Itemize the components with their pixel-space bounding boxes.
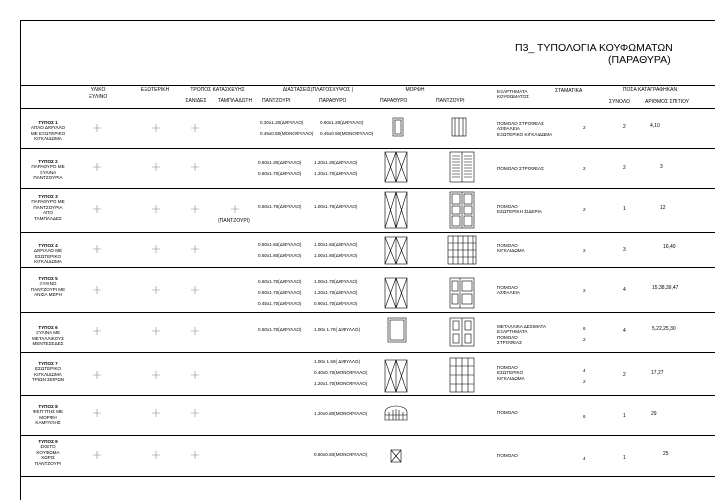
row-divider (20, 312, 715, 313)
header-form-window: ΠΑΡΑΘΥΡΟ (380, 98, 408, 104)
row6-building: 5,22,25,30 (652, 326, 676, 332)
row2-window-dims: 1.20x1.30(ΔΙΦΥΛΛΟ) 1.20x1.70(ΔΙΦΥΛΛΟ) (314, 160, 358, 176)
row8-total: 1 (623, 413, 626, 419)
header-material-sub: ΞΥΛΙΝΟ (88, 94, 108, 100)
row6-interest: 6 2 (583, 326, 586, 342)
row-7-label: ΤΥΠΟΣ 7 ΕΣΩΤΕΡΙΚΟ ΚΙΓΚΛΙΔΩΜΑ ΤΡΙΩΝ ΣΕΙΡΩΝ (31, 361, 65, 383)
row3-building: 12 (660, 205, 666, 211)
row1-interest: 2 (583, 125, 586, 130)
row4-window-sketch (385, 237, 407, 264)
row4-fittings: ΠΟΜΟΛΟ ΚΙΓΚΛΙΔΩΜΑ (497, 243, 525, 254)
row-5-label: ΤΥΠΟΣ 5 ΞΥΛΙΝΟ ΠΑΝΤΖΟΥΡΙ ΜΕ ΑΝΙΣΑ ΜΕΡΗ (30, 276, 66, 298)
row5-window-dims: 1.00x1.70(ΔΙΦΥΛΛΟ) 1.20x1.70(ΔΙΦΥΛΛΟ) 0.90x1.70(ΔΙΦΥΛΛΟ) (314, 279, 358, 306)
row1-building: 4,10 (650, 123, 660, 129)
row4-building: 16,40 (663, 244, 676, 250)
row6-fittings: ΜΕΤΑΛΛΙΚΑ ΔΕΣΙΜΑΤΑ ΕΞΑΡΤΗΜΑΤΑ ΠΟΜΟΛΟ ΣΤΡΟΦΕΑΣ (497, 324, 547, 346)
row6-total: 4 (623, 328, 626, 334)
row-divider (20, 188, 715, 189)
row-divider (20, 476, 715, 477)
row3-interest: 2 (583, 207, 586, 212)
row1-shutter-sketch (452, 118, 466, 136)
row9-interest: 4 (583, 456, 586, 461)
row7-fittings: ΠΟΜΟΛΟ ΕΣΩΤΕΡΙΚΟ ΚΙΓΚΛΙΔΩΜΑ (497, 365, 525, 381)
row8-building: 29 (651, 411, 657, 417)
row5-building: 15,38,39,47 (652, 285, 679, 291)
row1-window-dims: 0.60x1.20(ΔΙΦΥΛΛΟ) 0.45x0.50(ΜΟΝΟΦΥΛΛΟ) (320, 120, 374, 136)
row5-fittings: ΠΟΜΟΛΟ ΑΣΦΑΛΕΙΑ (497, 285, 520, 296)
header-bottom-rule (20, 108, 715, 109)
header-interest: ΣΤΑΜΑΤΙΚΑ (555, 88, 583, 94)
row2-building: 3 (660, 164, 663, 170)
row-divider (20, 267, 715, 268)
row2-fittings: ΠΟΜΟΛΟ ΣΤΡΟΦΕΑΣ (497, 166, 544, 171)
row5-shutter-dims: 0.60x1.70(ΔΙΦΥΛΛΟ) 0.60x1.70(ΔΙΦΥΛΛΟ) 0.45x1.70(ΔΙΦΥΛΛΟ) (258, 279, 302, 306)
row-divider (20, 395, 715, 396)
row3-panel-note: (ΠΑΝΤΖΟΥΡΙ) (218, 218, 250, 224)
header-form: ΜΟΡΦΗ (405, 87, 425, 93)
row-divider (20, 232, 715, 233)
row7-total: 2 (623, 372, 626, 378)
row-6-label: ΤΥΠΟΣ 6 ΞΥΛΙΝΑ ΜΕ ΜΕΤΑΛΛΙΚΟΥΣ ΜΕΝΤΕΣΕΔΕΣ (31, 325, 65, 347)
row3-shutter-dims: 0.50x1.70(ΔΙΦΥΛΛΟ) (258, 204, 302, 209)
row5-total: 4 (623, 287, 626, 293)
row7-window-dims: 1.00x 1.50( ΔΙΦΥΛΛΟ) 0.40x0.70(ΜΟΝΟΦΥΛΛΟ) 1.20x1.70(ΜΟΝΟΦΥΛΛΟ) (314, 359, 368, 386)
mark-plus-icon (93, 371, 199, 379)
header-exterior: ΕΞΩΤΕΡΙΚΗ (140, 87, 170, 93)
row-4-label: ΤΥΠΟΣ 4 ΔΙΦΥΛΛΟ ΜΕ ΕΣΩΤΕΡΙΚΟ ΚΙΓΚΛΙΔΩΜΑ (33, 243, 63, 265)
row8-interest: 6 (583, 414, 586, 419)
row-8-label: ΤΥΠΟΣ 8 ΦΕΓΓΙΤΗΣ ΜΕ ΜΟΡΦΗ ΚΑΜΠΥΛΗΣ (32, 404, 64, 426)
row7-window-sketch (385, 360, 407, 392)
header-dim-shutter: ΠΑΝΤΖΟΥΡΙ (262, 98, 291, 104)
header-material: ΥΛΙΚΟ (90, 87, 106, 93)
row9-building: 25 (663, 451, 669, 457)
row3-total: 1 (623, 206, 626, 212)
header-planks: ΣΑΝΙΔΕΣ (185, 98, 207, 104)
row2-shutter-sketch (450, 152, 474, 182)
row2-interest: 2 (583, 166, 586, 171)
row5-window-sketch (385, 278, 407, 308)
header-building-no: ΑΡΙΘΜΟΣ ΣΠΙΤΙΟΥ (645, 99, 690, 105)
header-top-rule (20, 85, 715, 86)
row6-shutter-dims: 0.50x1.70(ΔΙΦΥΛΛΟ) (258, 327, 302, 332)
row8-arch-sketch (385, 406, 407, 420)
row2-total: 2 (623, 165, 626, 171)
row5-interest: 2 (583, 288, 586, 293)
row3-shutter-sketch (450, 192, 474, 228)
row1-total: 2 (623, 124, 626, 130)
row-divider (20, 148, 715, 149)
mark-plus-icon (93, 163, 199, 171)
row1-window-sketch (393, 118, 403, 136)
header-dimensions: ΔΙΑΣΤΑΣΕΙΣ(ΠΛΑΤΟΣΧΥΨΟΣ ) (282, 87, 354, 93)
row6-window-sketch (388, 318, 406, 342)
mark-plus-icon (93, 327, 199, 335)
row2-window-sketch (385, 152, 407, 182)
header-fittings: ΕΞΑΡΤΗΜΑΤΑ ΚΟΥΦΩΜΑΤΟΣ (497, 89, 529, 100)
row4-shutter-dims: 0.50x1.50(ΔΙΦΥΛΛΟ) 0.50x1.60(ΔΙΦΥΛΛΟ) (258, 242, 302, 258)
row9-fittings: ΠΟΜΟΛΟ (497, 453, 518, 458)
row-1-label: ΤΥΠΟΣ 1 ΑΠΛΟ ΔΙΦΥΛΛΟ ΜΕ ΕΞΩΤΕΡΙΚΟ ΚΙΓΚΛΙΔΩΜΑ (30, 120, 66, 142)
mark-plus-icon (93, 286, 199, 294)
mark-plus-icon (93, 124, 199, 132)
row-divider (20, 435, 715, 436)
row7-building: 17,27 (651, 370, 664, 376)
header-total: ΣΥΝΟΛΟ (609, 99, 630, 105)
row8-fittings: ΠΟΜΟΛΟ (497, 410, 518, 415)
mark-plus-icon (93, 451, 199, 459)
row6-shutter-sketch (450, 318, 474, 346)
header-dim-window: ΠΑΡΑΘΥΡΟ (319, 98, 347, 104)
row4-grille-sketch (448, 236, 476, 264)
page-title: Π3_ ΤΥΠΟΛΟΓΙΑ ΚΟΥΦΩΜΑΤΩΝ (515, 42, 673, 54)
header-form-shutter: ΠΑΝΤΖΟΥΡΙ (436, 98, 465, 104)
frame-top (20, 20, 715, 21)
row6-window-dims: 1.00x 1.70( ΔΙΦΥΛΛΟ) (314, 327, 360, 332)
header-construction: ΤΡΟΠΟΣ ΚΑΤΑΣΚΕΥΗΣ (190, 87, 245, 93)
row5-shutter-sketch (450, 278, 474, 308)
row4-window-dims: 1.00x1.50(ΔΙΦΥΛΛΟ) 1.00x1.60(ΔΙΦΥΛΛΟ) (314, 242, 358, 258)
row7-interest: 4 2 (583, 368, 586, 384)
row4-interest: 2 (583, 248, 586, 253)
row-divider (20, 352, 715, 353)
row3-window-dims: 1.00x1.70(ΔΙΦΥΛΛΟ) (314, 204, 358, 209)
row4-total: 3 (623, 247, 626, 253)
mark-plus-icon (93, 245, 199, 253)
row7-grille-sketch (450, 358, 474, 392)
row8-window-dims: 1.20x0.80(ΜΟΝΟΦΥΛΛΟ) (314, 411, 368, 416)
row3-window-sketch (385, 192, 407, 228)
page-subtitle: (ΠΑΡΑΘΥΡΑ) (608, 54, 671, 66)
row2-shutter-dims: 0.60x1.30(ΔΙΦΥΛΛΟ) 0.60x1.70(ΔΙΦΥΛΛΟ) (258, 160, 302, 176)
header-panels: ΤΑΜΠΛΑΔΩΤΗ (217, 98, 253, 104)
row1-shutter-dims: 0.30x1.20(ΔΙΦΥΛΛΟ) 0.45x0.50(ΜΟΝΟΦΥΛΛΟ) (260, 120, 314, 136)
row9-window-sketch (391, 450, 401, 462)
row9-window-dims: 0.60x0.60(ΜΟΝΟΦΥΛΛΟ) (314, 452, 368, 457)
row-9-label: ΤΥΠΟΣ 9 ΣΚΕΤΟ ΚΟΥΦΩΜΑ ΧΩΡΙΣ ΠΑΝΤΖΟΥΡΙ (34, 439, 62, 466)
header-recorded: ΠΟΣΑ ΚΑΤΑΓΡΑΦΗΚΑΝ (622, 87, 678, 93)
mark-plus-icon (93, 205, 239, 213)
row3-fittings: ΠΟΜΟΛΟ ΕΣΩΤΕΡΙΚΗ ΣΙΔΕΡΙΑ (497, 204, 542, 215)
row9-total: 1 (623, 455, 626, 461)
row1-fittings: ΠΟΜΟΛΟ ΣΤΡΟΦΕΑΣ ΑΣΦΑΛΕΙΑ ΕΞΩΤΕΡΙΚΟ ΚΙΓΚΛΙΔΩΜΑ (497, 121, 553, 137)
row-2-label: ΤΥΠΟΣ 2 ΠΑΡΑΘΥΡΟ ΜΕ ΞΥΛΙΝΑ ΠΑΝΤΖΟΥΡΙΑ (31, 159, 65, 181)
row-3-label: ΤΥΠΟΣ 3 ΠΑΡΑΘΥΡΟ ΜΕ ΠΑΝΤΖΟΥΡΙΑ ΑΠΟ ΤΑΜΠΛΑΔΕΣ (31, 194, 65, 221)
mark-plus-icon (93, 409, 199, 417)
